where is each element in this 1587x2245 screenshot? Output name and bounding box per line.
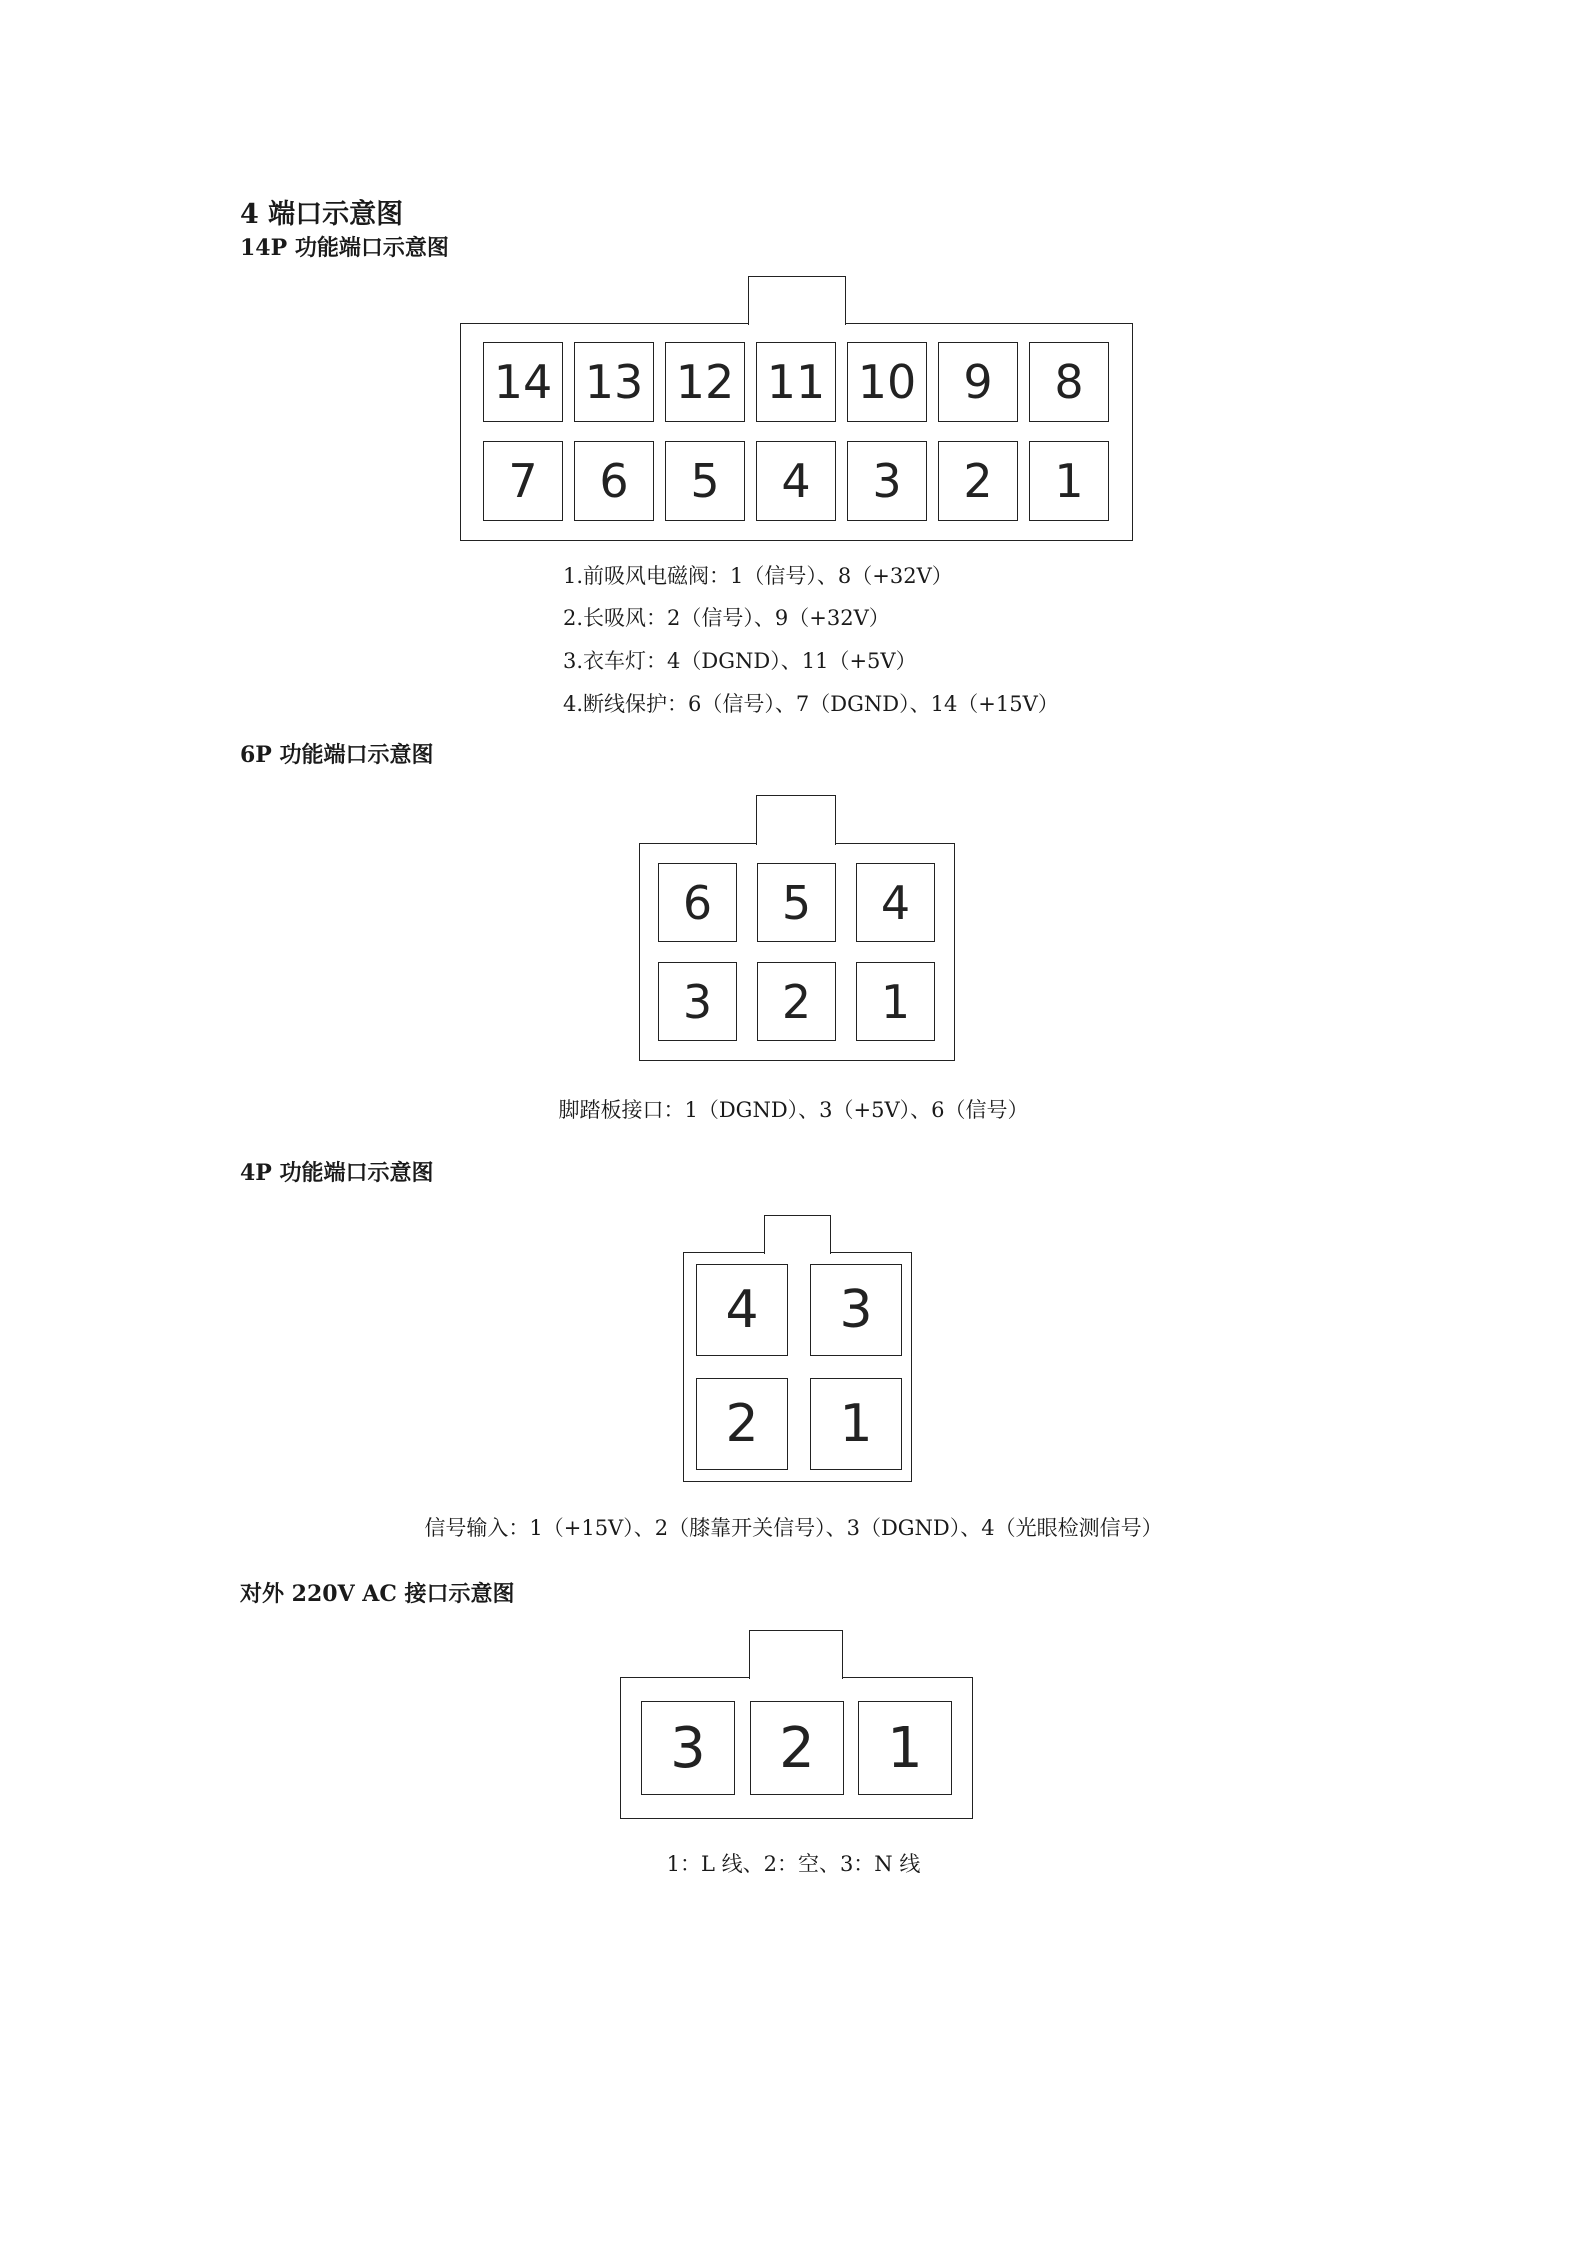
pin: 5 (665, 441, 745, 521)
connector-6p-key (756, 795, 836, 845)
heading-ac: 对外 220V AC 接口示意图 (240, 1581, 515, 1607)
pin: 3 (641, 1701, 735, 1795)
pin: 4 (856, 863, 935, 942)
heading-4p: 4P 功能端口示意图 (240, 1160, 434, 1186)
pin: 13 (574, 342, 654, 422)
note-14p-1: 1.前吸风电磁阀：1（信号）、8（+32V） (563, 564, 953, 588)
pin: 7 (483, 441, 563, 521)
note-6p: 脚踏板接口：1（DGND）、3（+5V）、6（信号） (558, 1098, 1029, 1122)
pin: 3 (658, 962, 737, 1041)
pin: 4 (756, 441, 836, 521)
pin: 1 (810, 1378, 902, 1470)
pin: 3 (847, 441, 927, 521)
pin: 9 (938, 342, 1018, 422)
connector-ac-key (749, 1630, 843, 1679)
note-14p-3: 3.衣车灯：4（DGND）、11（+5V） (563, 649, 917, 673)
pin: 2 (696, 1378, 788, 1470)
pin: 6 (658, 863, 737, 942)
note-ac: 1：L 线、2：空、3：N 线 (666, 1852, 921, 1876)
pin: 8 (1029, 342, 1109, 422)
note-14p-2: 2.长吸风：2（信号）、9（+32V） (563, 606, 890, 630)
pin: 3 (810, 1264, 902, 1356)
pin: 10 (847, 342, 927, 422)
pin: 12 (665, 342, 745, 422)
pin: 2 (750, 1701, 844, 1795)
pin: 11 (756, 342, 836, 422)
pin: 2 (757, 962, 836, 1041)
connector-14p-key (748, 276, 846, 325)
pin: 2 (938, 441, 1018, 521)
note-4p: 信号输入：1（+15V）、2（膝靠开关信号）、3（DGND）、4（光眼检测信号） (424, 1516, 1163, 1540)
pin: 1 (1029, 441, 1109, 521)
note-14p-4: 4.断线保护：6（信号）、7（DGND）、14（+15V） (563, 692, 1059, 716)
section-title: 4 端口示意图 (240, 199, 404, 230)
heading-14p: 14P 功能端口示意图 (240, 235, 449, 261)
pin: 1 (858, 1701, 952, 1795)
heading-6p: 6P 功能端口示意图 (240, 742, 434, 768)
pin: 4 (696, 1264, 788, 1356)
pin: 6 (574, 441, 654, 521)
pin: 5 (757, 863, 836, 942)
connector-4p-key (764, 1215, 831, 1254)
pin: 1 (856, 962, 935, 1041)
pin: 14 (483, 342, 563, 422)
